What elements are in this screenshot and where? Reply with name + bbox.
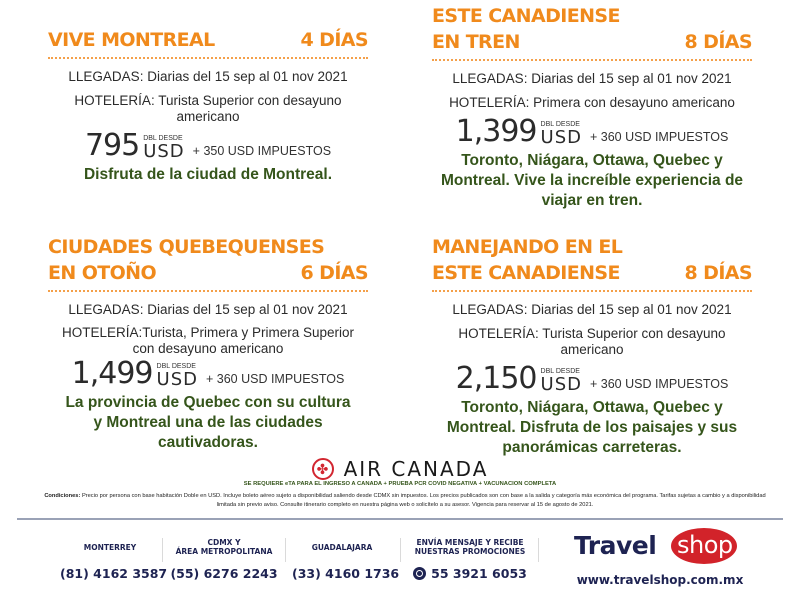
package-title: VIVE MONTREAL	[48, 29, 215, 51]
package-price: 1,499	[71, 356, 153, 391]
package-hotels: HOTELERÍA: Turista Superior con desayuno americano	[458, 326, 726, 357]
contact-divider	[538, 538, 539, 562]
package-price: 2,150	[455, 361, 537, 396]
currency-label: USD	[540, 374, 582, 395]
contact-guadalajara	[292, 536, 400, 581]
currency-block	[541, 121, 582, 146]
package-title-line-2: EN TREN	[432, 31, 520, 53]
package-hotels: HOTELERÍA: Turista Superior con desayuno americano	[74, 93, 342, 124]
package-card-vive-montreal	[48, 27, 368, 185]
logo-text-shop: shop	[677, 531, 733, 559]
package-title-line-2: ESTE CANADIENSE	[432, 262, 620, 284]
price-from-label: DBL DESDE	[540, 368, 580, 375]
package-taxes: + 350 USD IMPUESTOS	[192, 144, 332, 158]
package-card-manejando-este-canadiense	[432, 234, 752, 458]
air-canada-logo	[0, 457, 800, 481]
price-from-label: DBL DESDE	[156, 363, 196, 370]
package-price: 795	[84, 128, 140, 163]
package-title-line-1: CIUDADES QUEBEQUENSES	[48, 236, 325, 258]
package-title-line-2: EN OTOÑO	[48, 262, 157, 284]
price-from-label: DBL DESDE	[540, 121, 580, 128]
contact-city-line: NUESTRAS PROMOCIONES	[414, 547, 526, 556]
airline-name: AIR CANADA	[343, 457, 489, 481]
conditions-text	[40, 492, 770, 510]
package-days: 4 DÍAS	[300, 29, 368, 51]
price-from-label: DBL DESDE	[143, 135, 183, 142]
logo-text-travel: Travel	[574, 531, 657, 560]
package-card-este-canadiense-en-tren	[432, 3, 752, 211]
whatsapp-icon	[413, 567, 426, 580]
price-row	[48, 129, 368, 161]
package-arrivals: LLEGADAS: Diarias del 15 sep al 01 nov 2021	[452, 302, 732, 317]
package-description: Disfruta de la ciudad de Montreal.	[83, 166, 333, 183]
package-days: 8 DÍAS	[684, 262, 752, 284]
package-header	[48, 27, 368, 59]
contact-phone[interactable]: (55) 6276 2243	[170, 566, 278, 581]
package-description: Toronto, Niágara, Ottawa, Quebec y Montreal. Vive la increíble experiencia de viajar en tren.	[440, 152, 744, 209]
footer-divider	[17, 518, 783, 520]
travelshop-logo[interactable]	[568, 527, 738, 567]
package-taxes: + 360 USD IMPUESTOS	[205, 372, 345, 386]
contact-divider	[162, 538, 163, 562]
contact-city-line: ÁREA METROPOLITANA	[175, 547, 273, 556]
package-arrivals: LLEGADAS: Diarias del 15 sep al 01 nov 2021	[68, 302, 348, 317]
package-header	[432, 3, 752, 61]
package-taxes: + 360 USD IMPUESTOS	[589, 130, 729, 144]
contact-divider	[400, 538, 401, 562]
package-description: La provincia de Quebec con su cultura y Montreal una de las ciudades cautivadoras.	[65, 394, 351, 451]
currency-block	[157, 363, 198, 388]
package-header	[432, 234, 752, 292]
whatsapp-phone[interactable]	[405, 566, 535, 581]
contact-city-line: CDMX Y	[207, 538, 241, 547]
package-hotels: HOTELERÍA:Turista, Primera y Primera Superior con desayuno americano	[61, 325, 355, 356]
contact-monterrey	[60, 536, 168, 581]
currency-label: USD	[540, 127, 582, 148]
currency-label: USD	[143, 141, 185, 162]
price-row	[48, 357, 368, 389]
package-price: 1,399	[455, 114, 537, 149]
price-row	[432, 115, 752, 147]
currency-block	[541, 368, 582, 393]
currency-label: USD	[156, 369, 198, 390]
package-hotels: HOTELERÍA: Primera con desayuno americano	[449, 95, 735, 110]
whatsapp-number: 55 3921 6053	[431, 566, 527, 581]
contact-phone[interactable]: (81) 4162 3587	[60, 566, 168, 581]
package-header	[48, 234, 368, 292]
package-card-ciudades-quebequenses	[48, 234, 368, 453]
contact-divider	[285, 538, 286, 562]
package-arrivals: LLEGADAS: Diarias del 15 sep al 01 nov 2021	[452, 71, 732, 86]
contact-city-line: GUADALAJARA	[311, 542, 373, 552]
contact-city	[170, 536, 278, 558]
package-description: Toronto, Niágara, Ottawa, Quebec y Montreal. Disfruta de los paisajes y sus panorámicas carreteras.	[446, 399, 738, 456]
contact-city	[60, 536, 160, 558]
contact-whatsapp	[405, 536, 535, 581]
entry-requirements-notice: SE REQUIERE eTA PARA EL INGRESO A CANADA + PRUEBA PCR COVID NEGATIVA + VACUNACION COMPLETA	[243, 481, 557, 487]
contact-cdmx	[170, 536, 278, 581]
conditions-label: Condiciones:	[44, 493, 81, 499]
package-arrivals: LLEGADAS: Diarias del 15 sep al 01 nov 2021	[68, 69, 348, 84]
package-title-line-1: MANEJANDO EN EL	[432, 236, 623, 258]
package-days: 6 DÍAS	[300, 262, 368, 284]
contact-city	[405, 536, 535, 558]
price-row	[432, 362, 752, 394]
maple-leaf-icon: ✤	[312, 458, 334, 480]
package-title-line-1: ESTE CANADIENSE	[432, 5, 620, 27]
website-link[interactable]: www.travelshop.com.mx	[576, 573, 744, 587]
contact-city-line: MONTERREY	[83, 542, 137, 552]
currency-block	[143, 135, 184, 160]
conditions-body: Precio por persona con base habitación Doble en USD. Incluye boleto aéreo sujeto a disponibilidad saliendo desde CDMX sin impuestos. Los precios publicados son con base a la salida y categoría más económica del programa. Tarifas sujetas a cambio y a disponibilidad limitada sin previo aviso. Consulte itinerario completo en nuestra página web o solicítelo a su asesor. Vigencia para reservar al 15 de agosto de 2021.	[81, 493, 766, 508]
package-taxes: + 360 USD IMPUESTOS	[589, 377, 729, 391]
contact-city-line: ENVÍA MENSAJE Y RECIBE	[416, 538, 524, 547]
contact-phone[interactable]: (33) 4160 1736	[292, 566, 400, 581]
contact-city	[292, 536, 392, 558]
package-days: 8 DÍAS	[684, 31, 752, 53]
